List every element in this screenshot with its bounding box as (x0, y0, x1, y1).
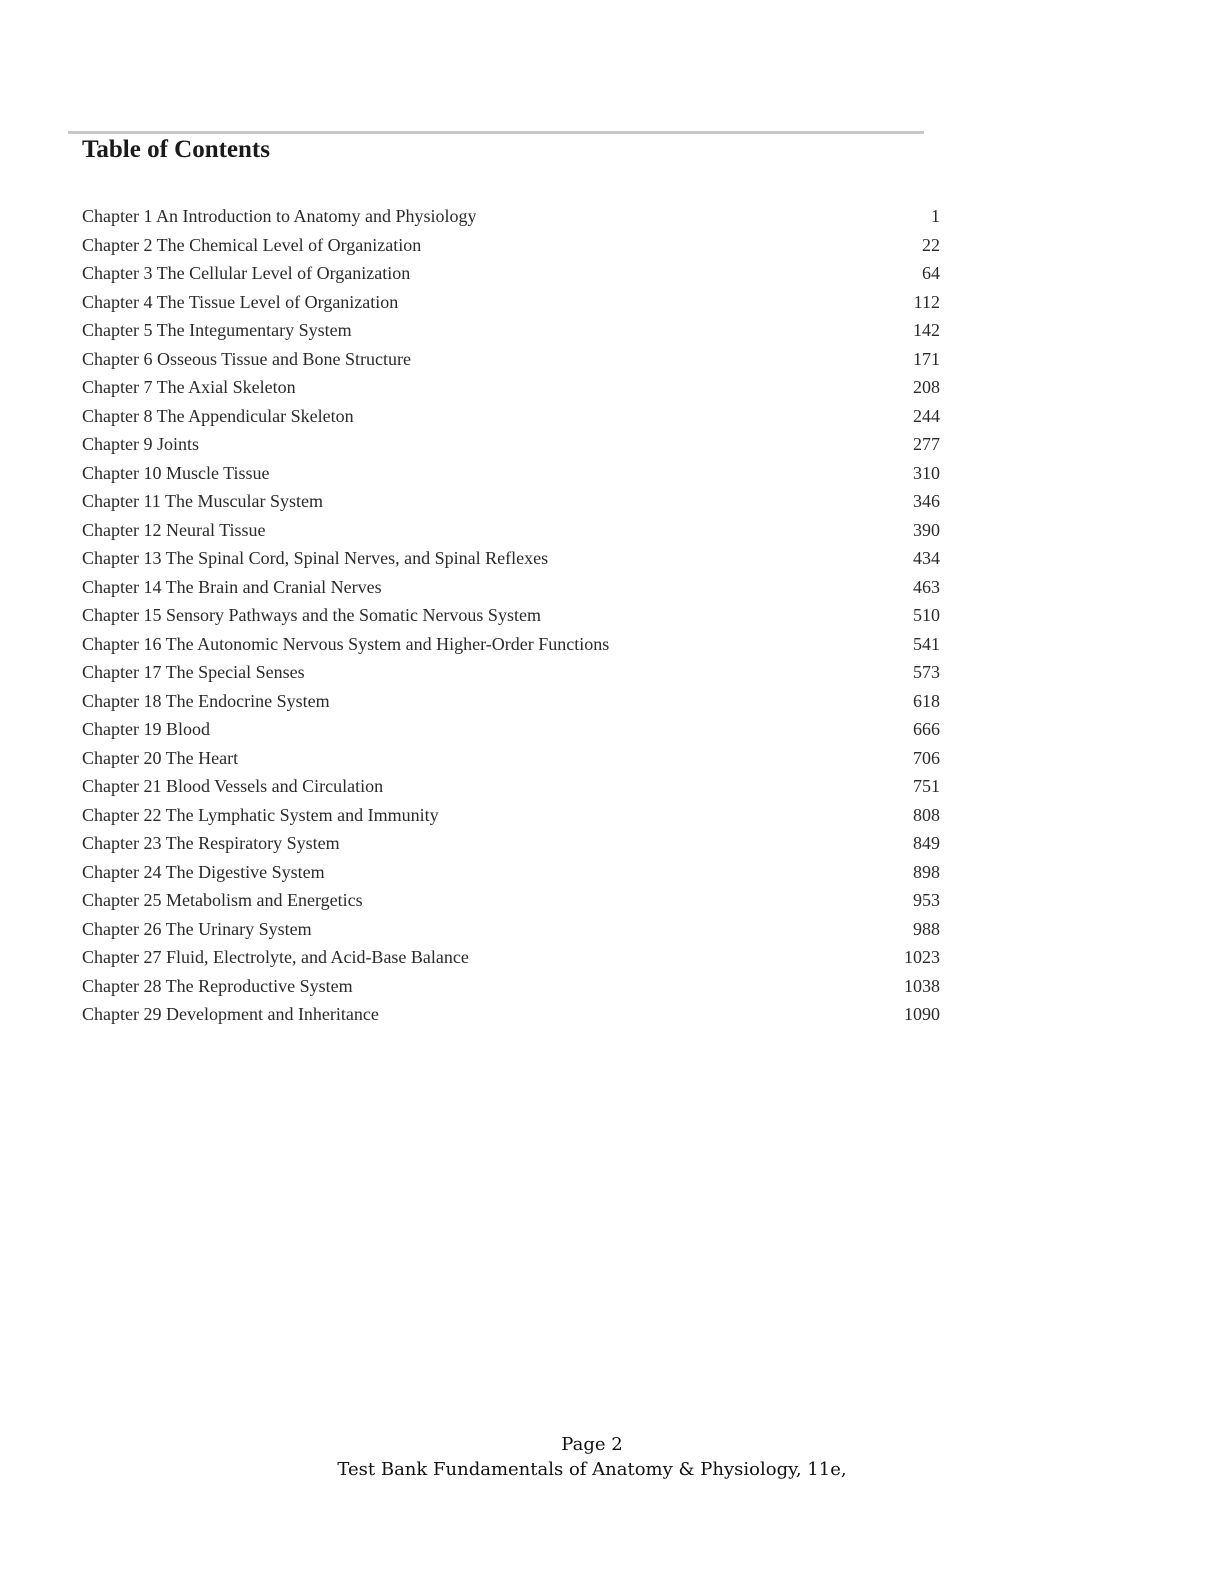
toc-entry-page-number: 1038 (904, 975, 940, 996)
toc-entry-title: Chapter 22 The Lymphatic System and Immunity (82, 804, 439, 825)
toc-entry-title: Chapter 21 Blood Vessels and Circulation (82, 776, 384, 796)
toc-entry[interactable] (82, 573, 940, 602)
toc-entry-page-number: 618 (913, 690, 940, 711)
toc-entry-page-number: 751 (913, 776, 940, 796)
footer-book-title: Test Bank Fundamentals of Anatomy & Physiology, 11e, (337, 1459, 847, 1480)
toc-entry-page-number: 434 (913, 548, 940, 568)
toc-entry-title: Chapter 5 The Integumentary System (82, 320, 352, 340)
toc-entry[interactable] (82, 886, 940, 915)
toc-entry-title: Chapter 11 The Muscular System (82, 491, 323, 511)
toc-entry-title: Chapter 29 Development and Inheritance (82, 1004, 379, 1024)
toc-entry-page-number: 953 (913, 890, 940, 910)
toc-entry-title: Chapter 4 The Tissue Level of Organization (82, 291, 399, 312)
toc-entry-title: Chapter 24 The Digestive System (82, 861, 325, 882)
toc-entry[interactable] (82, 487, 940, 516)
toc-entry-title: Chapter 10 Muscle Tissue (82, 462, 270, 483)
toc-entry[interactable] (82, 202, 940, 231)
toc-entry-title: Chapter 9 Joints (82, 434, 199, 454)
toc-entry[interactable] (82, 744, 940, 773)
toc-entry[interactable] (82, 943, 940, 972)
toc-list (82, 202, 940, 1029)
toc-entry[interactable] (82, 1000, 940, 1029)
toc-entry[interactable] (82, 915, 940, 944)
toc-entry-title: Chapter 15 Sensory Pathways and the Somatic Nervous System (82, 605, 541, 625)
toc-entry-title: Chapter 18 The Endocrine System (82, 690, 330, 711)
toc-entry-title: Chapter 13 The Spinal Cord, Spinal Nerves, and Spinal Reflexes (82, 548, 549, 568)
toc-entry[interactable] (82, 801, 940, 830)
toc-entry[interactable] (82, 772, 940, 801)
toc-entry-title: Chapter 8 The Appendicular Skeleton (82, 405, 354, 426)
toc-entry-page-number: 142 (913, 320, 940, 340)
toc-entry-page-number: 1 (931, 206, 940, 226)
toc-entry[interactable] (82, 402, 940, 431)
toc-entry[interactable] (82, 658, 940, 687)
toc-entry-page-number: 898 (913, 861, 940, 882)
toc-entry-title: Chapter 28 The Reproductive System (82, 975, 353, 996)
toc-entry-title: Chapter 1 An Introduction to Anatomy and Physiology (82, 206, 477, 226)
toc-entry-title: Chapter 27 Fluid, Electrolyte, and Acid-Base Balance (82, 947, 469, 967)
toc-entry-page-number: 510 (913, 605, 940, 625)
toc-entry-title: Chapter 16 The Autonomic Nervous System and Higher-Order Functions (82, 633, 610, 654)
toc-entry-page-number: 208 (913, 377, 940, 397)
toc-entry-page-number: 463 (913, 576, 940, 597)
toc-entry-page-number: 310 (913, 462, 940, 483)
toc-entry-page-number: 988 (913, 918, 940, 939)
toc-entry[interactable] (82, 858, 940, 887)
toc-entry[interactable] (82, 715, 940, 744)
toc-entry[interactable] (82, 544, 940, 573)
toc-entry-title: Chapter 2 The Chemical Level of Organization (82, 234, 422, 255)
toc-entry-title: Chapter 17 The Special Senses (82, 662, 305, 682)
toc-entry[interactable] (82, 516, 940, 545)
toc-entry-page-number: 277 (913, 434, 940, 454)
toc-entry-title: Chapter 7 The Axial Skeleton (82, 377, 296, 397)
toc-entry-page-number: 849 (913, 833, 940, 853)
toc-entry-page-number: 244 (913, 405, 940, 426)
toc-entry[interactable] (82, 829, 940, 858)
toc-entry-page-number: 666 (913, 719, 940, 739)
toc-entry-title: Chapter 6 Osseous Tissue and Bone Structure (82, 348, 411, 369)
toc-entry-page-number: 706 (913, 747, 940, 768)
toc-entry-page-number: 171 (913, 348, 940, 369)
toc-entry-title: Chapter 23 The Respiratory System (82, 833, 340, 853)
toc-entry-page-number: 112 (913, 291, 940, 312)
toc-entry[interactable] (82, 972, 940, 1001)
toc-entry[interactable] (82, 288, 940, 317)
toc-entry-page-number: 541 (913, 633, 940, 654)
toc-entry-page-number: 22 (922, 234, 940, 255)
toc-entry[interactable] (82, 601, 940, 630)
toc-entry-page-number: 64 (922, 263, 940, 283)
toc-entry[interactable] (82, 630, 940, 659)
toc-entry-page-number: 808 (913, 804, 940, 825)
toc-entry[interactable] (82, 316, 940, 345)
toc-entry[interactable] (82, 459, 940, 488)
toc-entry-page-number: 390 (913, 519, 940, 540)
toc-entry-title: Chapter 12 Neural Tissue (82, 519, 266, 540)
toc-entry-title: Chapter 3 The Cellular Level of Organization (82, 263, 411, 283)
toc-entry[interactable] (82, 345, 940, 374)
toc-entry-title: Chapter 14 The Brain and Cranial Nerves (82, 576, 382, 597)
toc-entry-title: Chapter 26 The Urinary System (82, 918, 312, 939)
toc-entry-title: Chapter 25 Metabolism and Energetics (82, 890, 363, 910)
toc-entry-page-number: 573 (913, 662, 940, 682)
toc-entry-title: Chapter 20 The Heart (82, 747, 239, 768)
toc-entry[interactable] (82, 231, 940, 260)
toc-entry[interactable] (82, 373, 940, 402)
toc-entry-page-number: 1023 (904, 947, 940, 967)
toc-entry[interactable] (82, 259, 940, 288)
toc-heading: Table of Contents (82, 136, 270, 163)
toc-entry[interactable] (82, 687, 940, 716)
toc-entry-page-number: 346 (913, 491, 940, 511)
toc-entry-title: Chapter 19 Blood (82, 719, 210, 739)
footer-page-number: Page 2 (561, 1434, 623, 1455)
toc-entry-page-number: 1090 (904, 1004, 940, 1024)
toc-entry[interactable] (82, 430, 940, 459)
